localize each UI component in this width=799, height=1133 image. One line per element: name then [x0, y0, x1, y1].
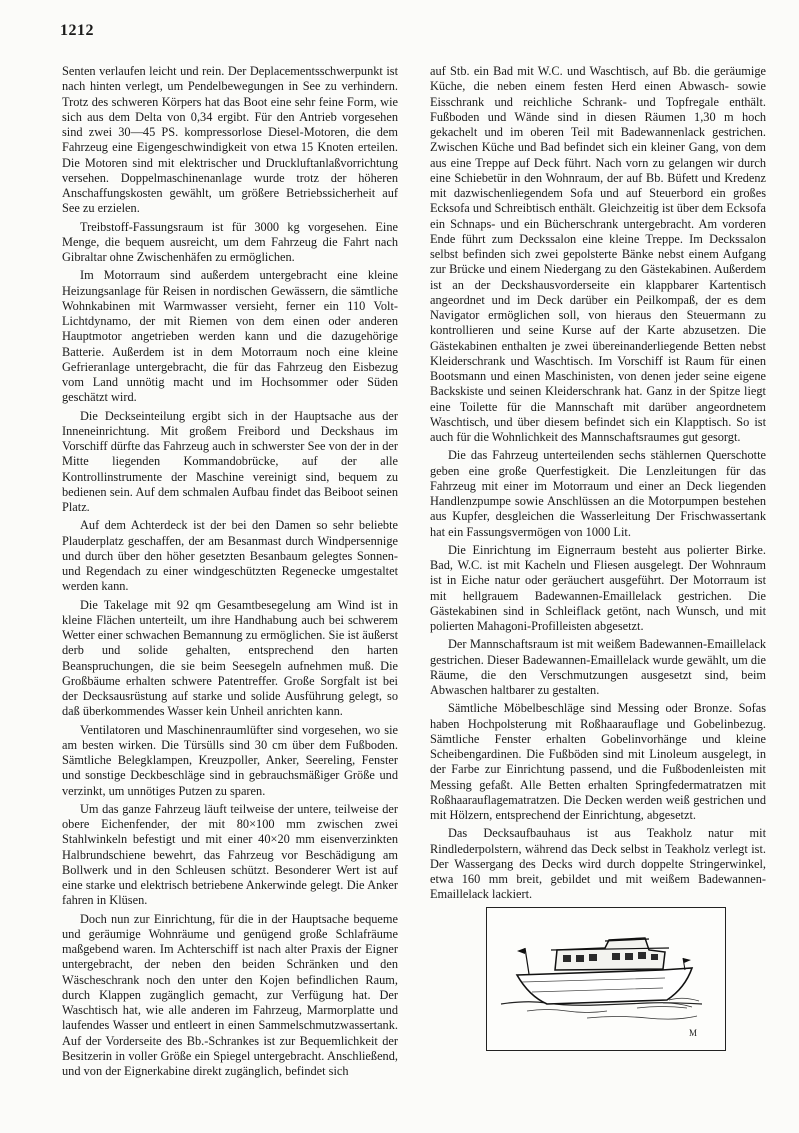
- right-column: [430, 64, 766, 903]
- left-column: [62, 64, 398, 1079]
- body-paragraph: Treibstoff-Fassungsraum ist für 3000 kg vorgesehen. Eine Menge, die bequem ausreicht, um dem Fahrzeug die Fahrt nach Gibraltar ohne Zwischenhäfen zu ermöglichen.: [62, 219, 398, 264]
- body-paragraph: Im Motorraum sind außerdem untergebracht eine kleine Heizungsanlage für Reisen in nordischen Gewässern, die sämtliche Wohnkabinen mit Warmwasser versieht, ferner ein 110 Volt-Lichtdynamo, der mit Riemen von dem einen oder anderen Hauptmotor angetrieben werden kann und die dazugehörige Batterie. Außerdem ist in dem Motorraum noch eine kleine Gefrieranlage untergebracht, die für das Fahrzeug den Eisbezug vom Land unnötig macht und im Hochsommer oder Süden geschätzt wird.: [62, 268, 398, 405]
- body-paragraph: Senten verlaufen leicht und rein. Der Deplacementsschwerpunkt ist nach hinten verlegt, um Pendelbewegungen in See zu verhindern. Trotz des schweren Körpers hat das Boot eine sehr feine Form, wie sich aus dem Delta von 0,34 ergibt. Für den Antrieb vorgesehen sind zwei 30—45 PS. kompressorlose Diesel-Motoren, die dem Fahrzeug eine Eigengeschwindigkeit von etwa 15 Knoten erteilen. Die Motoren sind mit elektrischer und Druckluftanlaßvorrichtung versehen. Doppelmaschinenanlage wurde trotz der höheren Anschaffungskosten gewählt, um größere Betriebssicherheit auf See zu erzielen.: [62, 64, 398, 216]
- artist-monogram: M: [689, 1028, 698, 1038]
- body-paragraph: Um das ganze Fahrzeug läuft teilweise der untere, teilweise der obere Eichenfender, der mit 80×100 mm zwischen zwei Stahlwinkeln befestigt und mit einer 40×20 mm eisenverzinkten Halbrundschiene bewehrt, das Fahrzeug vor Beschädigung am Bollwerk und in den Schleusen schützt. Besonderer Wert ist auf eine starke und elektrisch betriebene Ankerwinde gelegt. Die Anker fahren in Klüsen.: [62, 801, 398, 908]
- stern-mast: [525, 948, 529, 974]
- body-paragraph: Der Mannschaftsraum ist mit weißem Badewannen-Emaillelack gestrichen. Dieser Badewannen-Emaillelack wurde gewählt, um die Räume, die den Verschmutzungen ausgesetzt sind, beim Abwaschen haltbarer zu gestalten.: [430, 637, 766, 697]
- body-paragraph: Die Deckseinteilung ergibt sich in der Hauptsache aus der Inneneinrichtung. Mit großem Freibord und Deckshaus im Vorschiff dürfte das Fahrzeug auch in schwerster See von der in der Mitte liegenden Kommandobrücke, auf der alle Kontrollinstrumente der Maschine vereinigt sind, bequem zu bedienen sein. Auf dem schmalen Aufbau findet das Beiboot seinen Platz.: [62, 408, 398, 514]
- body-paragraph: Das Decksaufbauhaus ist aus Teakholz natur mit Rindlederpolstern, während das Deck selbst in Teakholz verlegt ist. Der Wassergang des Decks wird durch doppelte Stringerwinkel, etwa 160 mm breit, gebildet und mit weißem Badewannen-Emaillelack lackiert.: [430, 826, 766, 902]
- page-number: 1212: [60, 22, 94, 39]
- body-paragraph: Die Takelage mit 92 qm Gesamtbesegelung am Wind ist in kleine Flächen unterteilt, um ihre Handhabung auch bei schwerem Wetter einer schwachen Bemannung zu ermöglichen. Sie ist äußerst derb und solide gehalten, entsprechend den harten Beanspruchungen, die sie beim Seesegeln aufnehmen muß. Die Großbäume erhalten schwere Patentreffer. Große Sorgfalt ist bei der Decksausrüstung auf starke und solide Ausführung gelegt, so daß überkommendes Wasser kein Unheil anrichten kann.: [62, 597, 398, 719]
- wave-lines: [527, 1007, 697, 1020]
- body-paragraph: Die das Fahrzeug unterteilenden sechs stählernen Querschotte geben eine große Querfestigkeit. Die Lenzleitungen für das Fahrzeug mit einer im Motorraum und einer an Deck liegenden Handlenzpumpe sowie Anschlüssen an die Motorpumpen bestehen aus Kupfer, desgleichen die Wasserleitung Der Frischwassertank hat ein Fassungsvermögen von 1000 Lit.: [430, 448, 766, 539]
- body-paragraph: Ventilatoren und Maschinenraumlüfter sind vorgesehen, wo sie am besten wirken. Die Türsülls sind 30 cm über dem Fußboden. Sämtliche Belegklampen, Kreuzpoller, Anker, Seereling, Fenster und sonstige Deckbeschläge sind in gebrauchsmäßiger Größe und verzinkt, um unnötiges Putzen zu sparen.: [62, 722, 398, 798]
- hull: [517, 968, 692, 1004]
- body-paragraph: Auf dem Achterdeck ist der bei den Damen so sehr beliebte Plauderplatz geschaffen, der am Besanmast durch Windpersennige und durch über den höher gesetzten Besanbaum gelegtes Sonnen- und Regendach zu einer windgeschützten Regenecke umgestaltet werden kann.: [62, 518, 398, 594]
- body-paragraph: auf Stb. ein Bad mit W.C. und Waschtisch, auf Bb. die geräumige Küche, die neben einem festen Herd einen Abwasch- sowie Eisschrank und reichliche Schrank- und Topfregale enthält. Fußboden und Wände sind in diesen Räumen 1,30 m hoch gekachelt und im oberen Teil mit Badewannenlack gestrichen. Zwischen Küche und Bad befindet sich ein kleiner Gang, von dem aus eine Treppe auf Deck führt. Nach vorn zu gelangen wir durch eine Schiebetür in den Wohnraum, der auf Bb. Büfett und Kredenz mit dazwischenliegendem Sofa und auf Steuerbord ein großes Ecksofa und Schreibtisch enthält. Gleichzeitig ist über dem Ecksofa ein Schnaps- und ein Bücherschrank untergebracht. Am vorderen Ende führt zum Deckssalon eine kleine Treppe. Im Deckssalon selbst befinden sich zwei gepolsterte Bänke nebst einem Aufgang zur Brücke und einem Niedergang zu den Gästekabinen. Außerdem ist an der Deckshausvorderseite ein klappbarer Kartentisch angeordnet und im Deck darüber ein Peilkompaß, der es dem Navigator ermöglichen soll, von hieraus den Steuermann zu kontrollieren und seine Kurse auf der Karte abzusetzen. Die Gästekabinen enthalten je zwei übereinanderliegende Betten nebst Kleiderschrank und Waschtisch. Im Vorschiff ist Raum für einen Bootsmann und einen Maschinisten, von denen jeder seine eigene Backskiste und seinen Kleiderschrank hat. Ganz in der Spitze liegt eine Toilette für die Mannschaft mit darüber angeordnetem Waschtisch, und über diesem befindet sich ein Klapptisch. So ist auch für die Wohnlichkeit des Mannschaftsraumes gut gesorgt.: [430, 64, 766, 444]
- cabin: [555, 938, 665, 970]
- motor-yacht-sketch: [487, 908, 725, 1050]
- bow-flag: [683, 958, 691, 963]
- stern-flag: [517, 948, 525, 954]
- body-paragraph: Sämtliche Möbelbeschläge sind Messing oder Bronze. Sofas haben Hochpolsterung mit Roßhaarauflage und Gobelinbezug. Sämtliche Fenster erhalten Gobelinvorhänge und kleine Scheibengardinen. Die Fußböden sind mit Linoleum ausgelegt, in der Farbe zur Einrichtung passend, und die Fußbodenleisten mit Messing gefaßt. Alle Betten erhalten Springfedermatratzen mit Roßhaarauflagematratzen. Die Decken werden weiß gestrichen und mit Hölzern, entsprechend der Einrichtung, abgesetzt.: [430, 701, 766, 822]
- yacht-illustration: [486, 907, 726, 1051]
- body-paragraph: Doch nun zur Einrichtung, für die in der Hauptsache bequeme und geräumige Wohnräume und genügend große Schlafräume maßgebend waren. Im Achterschiff ist nach alter Praxis der Eigner untergebracht, der neben den beiden Schränken und den Wäscheschrank noch den unter den Kojen befindlichen Raum, durch Klappen zugänglich gemacht, zur Verfügung hat. Der Waschtisch hat, wie alle anderen im Fahrzeug, Marmorplatte und laufendes Wasser und entleert in einen Sammelschmutzwassertank. Auf der Vorderseite des Bb.-Schrankes ist zur Bequemlichkeit der Besitzerin in voller Größe ein Spiegel untergebracht. Anschließend, und von der Eignerkabine direkt zugänglich, befindet sich: [62, 911, 398, 1078]
- body-paragraph: Die Einrichtung im Eignerraum besteht aus polierter Birke. Bad, W.C. ist mit Kacheln und Fliesen ausgelegt. Der Wohnraum ist in Eiche natur oder geräuchert ausgeführt. Der Motorraum ist mit hellgrauem Badewannen-Emaillelack gestrichen. Die Gästekabinen sind in Schleiflack getönt, nach Wunsch, und mit polierten Mahagoni-Profilleisten abgesetzt.: [430, 542, 766, 633]
